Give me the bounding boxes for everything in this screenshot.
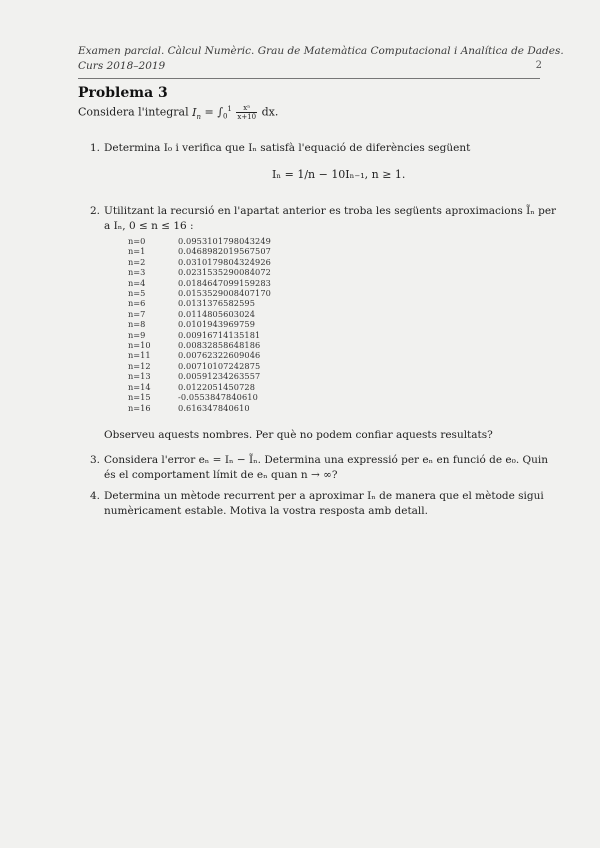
integral-lhs — [192, 106, 201, 119]
table-row — [128, 330, 271, 340]
intro-text: Considera l'integral — [78, 105, 189, 119]
question-1-text: Determina I₀ i verifica que Iₙ satisfà l'equació de diferències següent — [104, 142, 471, 154]
table-row — [128, 392, 271, 402]
header-rule — [78, 78, 540, 79]
integral-dx: dx. — [261, 105, 279, 119]
row-value: 0.00710107242875 — [178, 360, 261, 371]
table-row — [128, 361, 271, 371]
table-row — [128, 298, 271, 308]
row-value: 0.00591234263557 — [178, 371, 261, 382]
table-row — [128, 382, 271, 392]
row-value: -0.0553847840610 — [178, 392, 258, 403]
row-label: n=12 — [128, 360, 151, 371]
question-4 — [90, 489, 560, 519]
row-value: 0.0231535290084072 — [178, 267, 271, 278]
row-label: n=16 — [128, 402, 151, 413]
question-2-index: 2. — [90, 205, 101, 217]
row-value: 0.0101943969759 — [178, 319, 256, 330]
table-row — [128, 309, 271, 319]
question-3-index: 3. — [90, 454, 101, 466]
table-row — [128, 278, 271, 288]
observe-text: Observeu aquests nombres. Per què no podem confiar aquests resultats? — [104, 429, 493, 441]
row-value: 0.00916714135181 — [178, 329, 261, 340]
row-value: 0.616347840610 — [178, 402, 250, 413]
row-label: n=7 — [128, 308, 146, 319]
approximation-table — [128, 236, 271, 413]
table-row — [128, 246, 271, 256]
page-number: 2 — [535, 60, 542, 71]
row-label: n=10 — [128, 340, 151, 351]
row-label: n=2 — [128, 256, 146, 267]
integral-def: = ∫ — [204, 105, 223, 119]
integrand-denominator: x+10 — [237, 113, 257, 121]
row-value: 0.0310179804324926 — [178, 256, 271, 267]
table-row — [128, 257, 271, 267]
problem-title: Problema 3 — [78, 85, 168, 101]
header-line-1: Examen parcial. Càlcul Numèric. Grau de Matemàtica Computacional i Analítica de Dades. — [78, 45, 564, 57]
integral-symbol: I — [192, 105, 197, 119]
row-label: n=5 — [128, 288, 146, 299]
table-row — [128, 288, 271, 298]
problem-intro — [78, 104, 278, 121]
table-row — [128, 350, 271, 360]
header-line-2: Curs 2018–2019 — [78, 60, 166, 72]
integral-upper-limit: 1 — [227, 104, 232, 113]
row-label: n=1 — [128, 246, 146, 257]
question-4-index: 4. — [90, 490, 101, 502]
table-row — [128, 319, 271, 329]
row-label: n=9 — [128, 329, 146, 340]
integral-subscript: n — [196, 112, 201, 121]
row-value: 0.0131376582595 — [178, 298, 256, 309]
table-row — [128, 403, 271, 413]
question-3-text: Considera l'error eₙ = Iₙ − Ĩₙ. Determina una expressió per eₙ en funció de e₀. Quin és el comportament límit de eₙ quan n → ∞? — [104, 454, 548, 481]
row-value: 0.0468982019567507 — [178, 246, 271, 257]
integral-lower-limit: 0 — [222, 112, 228, 121]
page-header — [78, 44, 564, 74]
row-label: n=6 — [128, 298, 146, 309]
integrand-fraction — [236, 104, 257, 121]
row-value: 0.0953101798043249 — [178, 236, 271, 246]
table-row — [128, 340, 271, 350]
table-row — [128, 371, 271, 381]
difference-equation: Iₙ = 1/n − 10Iₙ₋₁, n ≥ 1. — [272, 168, 406, 181]
row-label: n=13 — [128, 371, 151, 382]
row-label: n=3 — [128, 267, 146, 278]
row-label: n=0 — [128, 236, 146, 246]
row-label: n=11 — [128, 350, 151, 361]
row-label: n=14 — [128, 381, 151, 392]
row-value: 0.00762322609046 — [178, 350, 261, 361]
question-3 — [90, 453, 560, 483]
table-row — [128, 236, 271, 246]
row-label: n=8 — [128, 319, 146, 330]
row-value: 0.0114805603024 — [178, 308, 256, 319]
row-value: 0.0153529008407170 — [178, 288, 271, 299]
question-2 — [90, 204, 560, 234]
table-row — [128, 267, 271, 277]
row-value: 0.00832858648186 — [178, 340, 261, 351]
question-1 — [90, 141, 560, 156]
question-1-index: 1. — [90, 142, 101, 154]
row-value: 0.0122051450728 — [178, 381, 256, 392]
question-2-text: Utilitzant la recursió en l'apartat anterior es troba les següents aproximacions Ĩₙ per a Iₙ, 0 ≤ n ≤ 16 : — [104, 205, 557, 232]
row-label: n=15 — [128, 392, 151, 403]
question-4-text: Determina un mètode recurrent per a aproximar Iₙ de manera que el mètode sigui numèricament estable. Motiva la vostra resposta amb detall. — [104, 490, 544, 517]
row-value: 0.0184647099159283 — [178, 277, 271, 288]
integrand-numerator: xⁿ — [236, 104, 257, 113]
row-label: n=4 — [128, 277, 146, 288]
